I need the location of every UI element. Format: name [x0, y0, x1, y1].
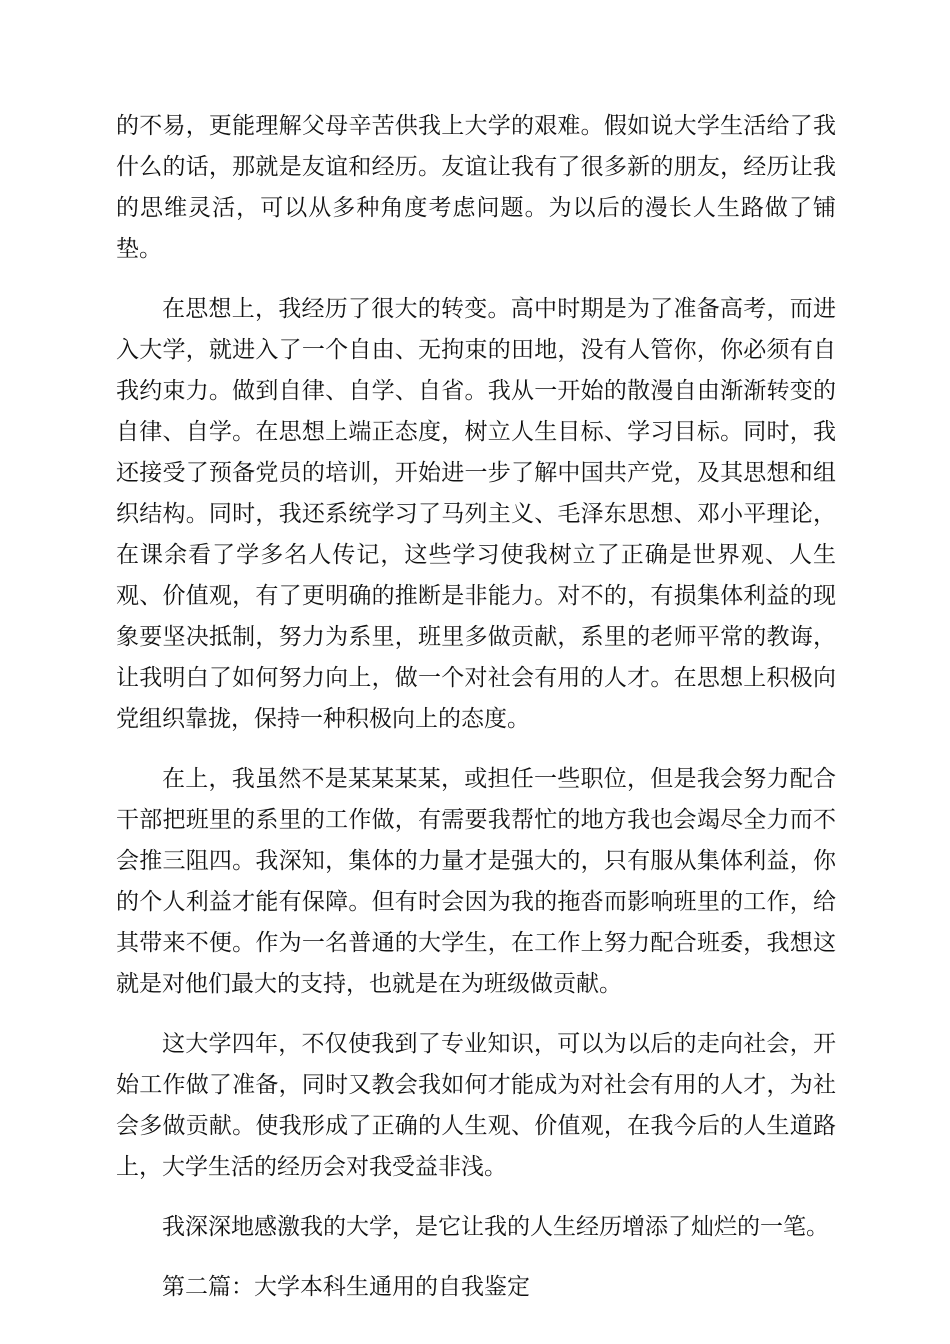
paragraph-gratitude: 我深深地感激我的大学，是它让我的人生经历增添了灿烂的一笔。 [162, 1214, 829, 1240]
paragraph-continuation: 的不易，更能理解父母辛苦供我上大学的艰难。假如说大学生活给了我什么的话，那就是友谊和经历。友谊让我有了很多新的朋友，经历让我的思维灵活，可以从多种角度考虑问题。为以后的漫长人生路做了铺垫。 [116, 113, 836, 262]
section-heading: 第二篇：大学本科生通用的自我鉴定 [162, 1274, 530, 1300]
paragraph-thought: 在思想上，我经历了很大的转变。高中时期是为了准备高考，而进入大学，就进入了一个自由、无拘束的田地，没有人管你，你必须有自我约束力。做到自律、自学、自省。我从一开始的散漫自由渐渐转变的自律、自学。在思想上端正态度，树立人生目标、学习目标。同时，我还接受了预备党员的培训，开始进一步了解中国共产党，及其思想和组织结构。同时，我还系统学习了马列主义、毛泽东思想、邓小平理论，在课余看了学多名人传记，这些学习使我树立了正确是世界观、人生观、价值观，有了更明确的推断是非能力。对不的，有损集体利益的现象要坚决抵制，努力为系里，班里多做贡献，系里的老师平常的教诲，让我明白了如何努力向上，做一个对社会有用的人才。在思想上积极向党组织靠拢，保持一种积极向上的态度。 [116, 296, 836, 732]
paragraph-work: 在上，我虽然不是某某某某，或担任一些职位，但是我会努力配合干部把班里的系里的工作做，有需要我帮忙的地方我也会竭尽全力而不会推三阻四。我深知，集体的力量才是强大的，只有服从集体利益，你的个人利益才能有保障。但有时会因为我的拖沓而影响班里的工作，给其带来不便。作为一名普通的大学生，在工作上努力配合班委，我想这就是对他们最大的支持，也就是在为班级做贡献。 [116, 766, 836, 997]
document-body [116, 106, 836, 1308]
paragraph-four-years: 这大学四年，不仅使我到了专业知识，可以为以后的走向社会，开始工作做了准备，同时又教会我如何才能成为对社会有用的人才，为社会多做贡献。使我形成了正确的人生观、价值观，在我今后的人生道路上，大学生活的经历会对我受益非浅。 [116, 1031, 836, 1180]
